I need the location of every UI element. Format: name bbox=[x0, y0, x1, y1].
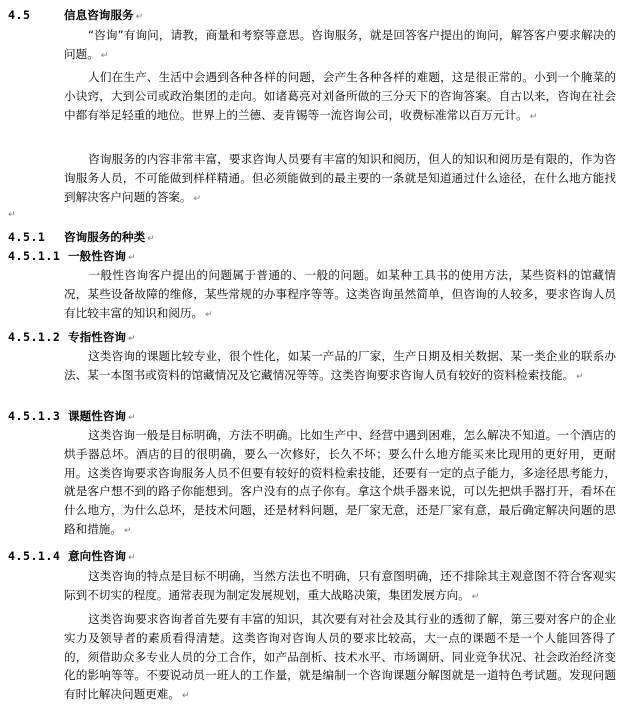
heading-number: 4.5.1.2 bbox=[8, 330, 61, 344]
heading-number: 4.5.1.1 bbox=[8, 249, 61, 263]
paragraph-mark-icon: ↵ bbox=[127, 334, 136, 344]
heading-title: 课题性咨询 bbox=[68, 409, 126, 423]
paragraph-text: 一般性咨询客户提出的问题属于普通的、一般的问题。如某种工具书的使用方法，某些资料的馆藏情况，某些设备故障的维修，某些常规的办事程序等等。这类咨询虽然简单，但咨询的人较多，要求咨询人员有比较丰富的知识和阅历。 bbox=[64, 268, 616, 320]
heading-number: 4.5.1.3 bbox=[8, 409, 61, 423]
paragraph-general-consulting bbox=[64, 266, 616, 324]
paragraph-mark-icon: ↵ bbox=[471, 591, 480, 602]
heading-title: 专指性咨询 bbox=[68, 330, 126, 344]
heading-4-5 bbox=[8, 6, 143, 24]
paragraph-mark-icon: ↵ bbox=[127, 553, 136, 563]
paragraph-text: 这类咨询的课题比较专业，很个性化，如某一产品的厂家，生产日期及相关数据、某一类企业的联系办法、某一本图书或资料的馆藏情况及它藏情况等等。这类咨询要求咨询人员有较好的资料检索技能。 bbox=[64, 349, 616, 382]
paragraph-mark-icon: ↵ bbox=[123, 525, 132, 536]
heading-title: 信息咨询服务 bbox=[64, 8, 134, 22]
paragraph-mark-icon: ↵ bbox=[127, 253, 136, 263]
paragraph-intent-consulting bbox=[64, 567, 616, 607]
paragraph-text: “咨询”有询问，请教，商量和考察等意思。咨询服务，就是回答客户提出的询问，解答客户要求解决的问题。 bbox=[64, 28, 616, 61]
empty-paragraph-mark-icon: ↵ bbox=[8, 210, 16, 220]
paragraph-mark-icon: ↵ bbox=[127, 413, 136, 423]
paragraph-mark-icon: ↵ bbox=[147, 234, 155, 244]
paragraph-mark-icon: ↵ bbox=[181, 691, 190, 702]
paragraph-consulting-history bbox=[64, 68, 616, 126]
paragraph-consulting-content bbox=[64, 150, 616, 208]
paragraph-intent-requirements bbox=[64, 610, 616, 706]
heading-number: 4.5.1 bbox=[8, 230, 46, 244]
paragraph-text: 人们在生产、生活中会遇到各种各样的问题，会产生各种各样的难题，这是很正常的。小到一个腌菜的小诀窍，大到公司或政治集团的走向。如诸葛亮对刘备所做的三分天下的咨询答案。自古以来，咨询在社会中都有举足轻重的地位。世界上的兰德、麦肯锡等一流咨询公司，收费标准常以百万元计。 bbox=[64, 70, 616, 122]
heading-number: 4.5 bbox=[8, 8, 31, 22]
heading-number: 4.5.1.4 bbox=[8, 549, 61, 563]
heading-title: 咨询服务的种类 bbox=[64, 230, 146, 244]
paragraph-specific-consulting bbox=[64, 347, 616, 387]
paragraph-mark-icon: ↵ bbox=[576, 371, 584, 382]
paragraph-mark-icon: ↵ bbox=[100, 50, 109, 61]
heading-4-5-1 bbox=[8, 228, 155, 246]
paragraph-text: 这类咨询要求咨询者首先要有丰富的知识，其次要有对社会及其行业的透彻了解，第三要对客户的企业实力及领导者的素质看得清楚。这类咨询对咨询人员的要求比较高，大一点的课题不是一个人能回答得了的，须借助众多专业人员的分工合作，如产品剖析、技术水平、市场调研、同业竞争状况、社会政治经济变化的影响等等。不要说动员一班人的工作量，就是编制一个咨询课题分解图就是一道特色考试题。发现问题有时比解决问题更难。 bbox=[64, 612, 616, 702]
heading-4-5-1-2 bbox=[8, 328, 136, 346]
paragraph-mark-icon: ↵ bbox=[135, 12, 144, 22]
paragraph-mark-icon: ↵ bbox=[529, 111, 538, 122]
paragraph-topic-consulting bbox=[64, 426, 616, 541]
paragraph-text: 这类咨询一般是目标明确，方法不明确。比如生产中、经营中遇到困难，怎么解决不知道。一个酒店的烘手器总坏。酒店的目的很明确，要么一次修好，长久不坏；要么什么地方能买来比现用的更好用，更耐用。这类咨询要求咨询服务人员不但要有较好的资料检索技能，还要有一定的点子能力，多途径思考能力，就是客户想不到的路子你能想到。客户没有的点子你有。拿这个烘手器来说，可以先把烘手器打开，看坏在什么地方，为什么总坏，是技术问题，还是材料问题，是厂家无意，还是厂家有意，最后确定解决问题的思路和措施。 bbox=[64, 428, 616, 536]
paragraph-mark-icon: ↵ bbox=[193, 193, 202, 204]
paragraph-text: 这类咨询的特点是目标不明确，当然方法也不明确，只有意图明确，还不排除其主观意图不符合客观实际到不切实的程度。通常表现为制定发展规划，重大战略决策，集团发展方向。 bbox=[64, 569, 616, 602]
paragraph-mark-icon: ↵ bbox=[205, 309, 213, 320]
heading-title: 意向性咨询 bbox=[68, 549, 126, 563]
paragraph-text: 咨询服务的内容非常丰富，要求咨询人员要有丰富的知识和阅历，但人的知识和阅历是有限的，作为咨询服务人员，不可能做到样样精通。但必须能做到的最主要的一条就是知道通过什么途径，在什么地方能找到解决客户问题的答案。 bbox=[64, 152, 616, 204]
heading-title: 一般性咨询 bbox=[68, 249, 126, 263]
paragraph-consulting-definition bbox=[64, 26, 616, 66]
heading-4-5-1-3 bbox=[8, 407, 136, 425]
heading-4-5-1-4 bbox=[8, 547, 136, 565]
heading-4-5-1-1 bbox=[8, 247, 136, 265]
